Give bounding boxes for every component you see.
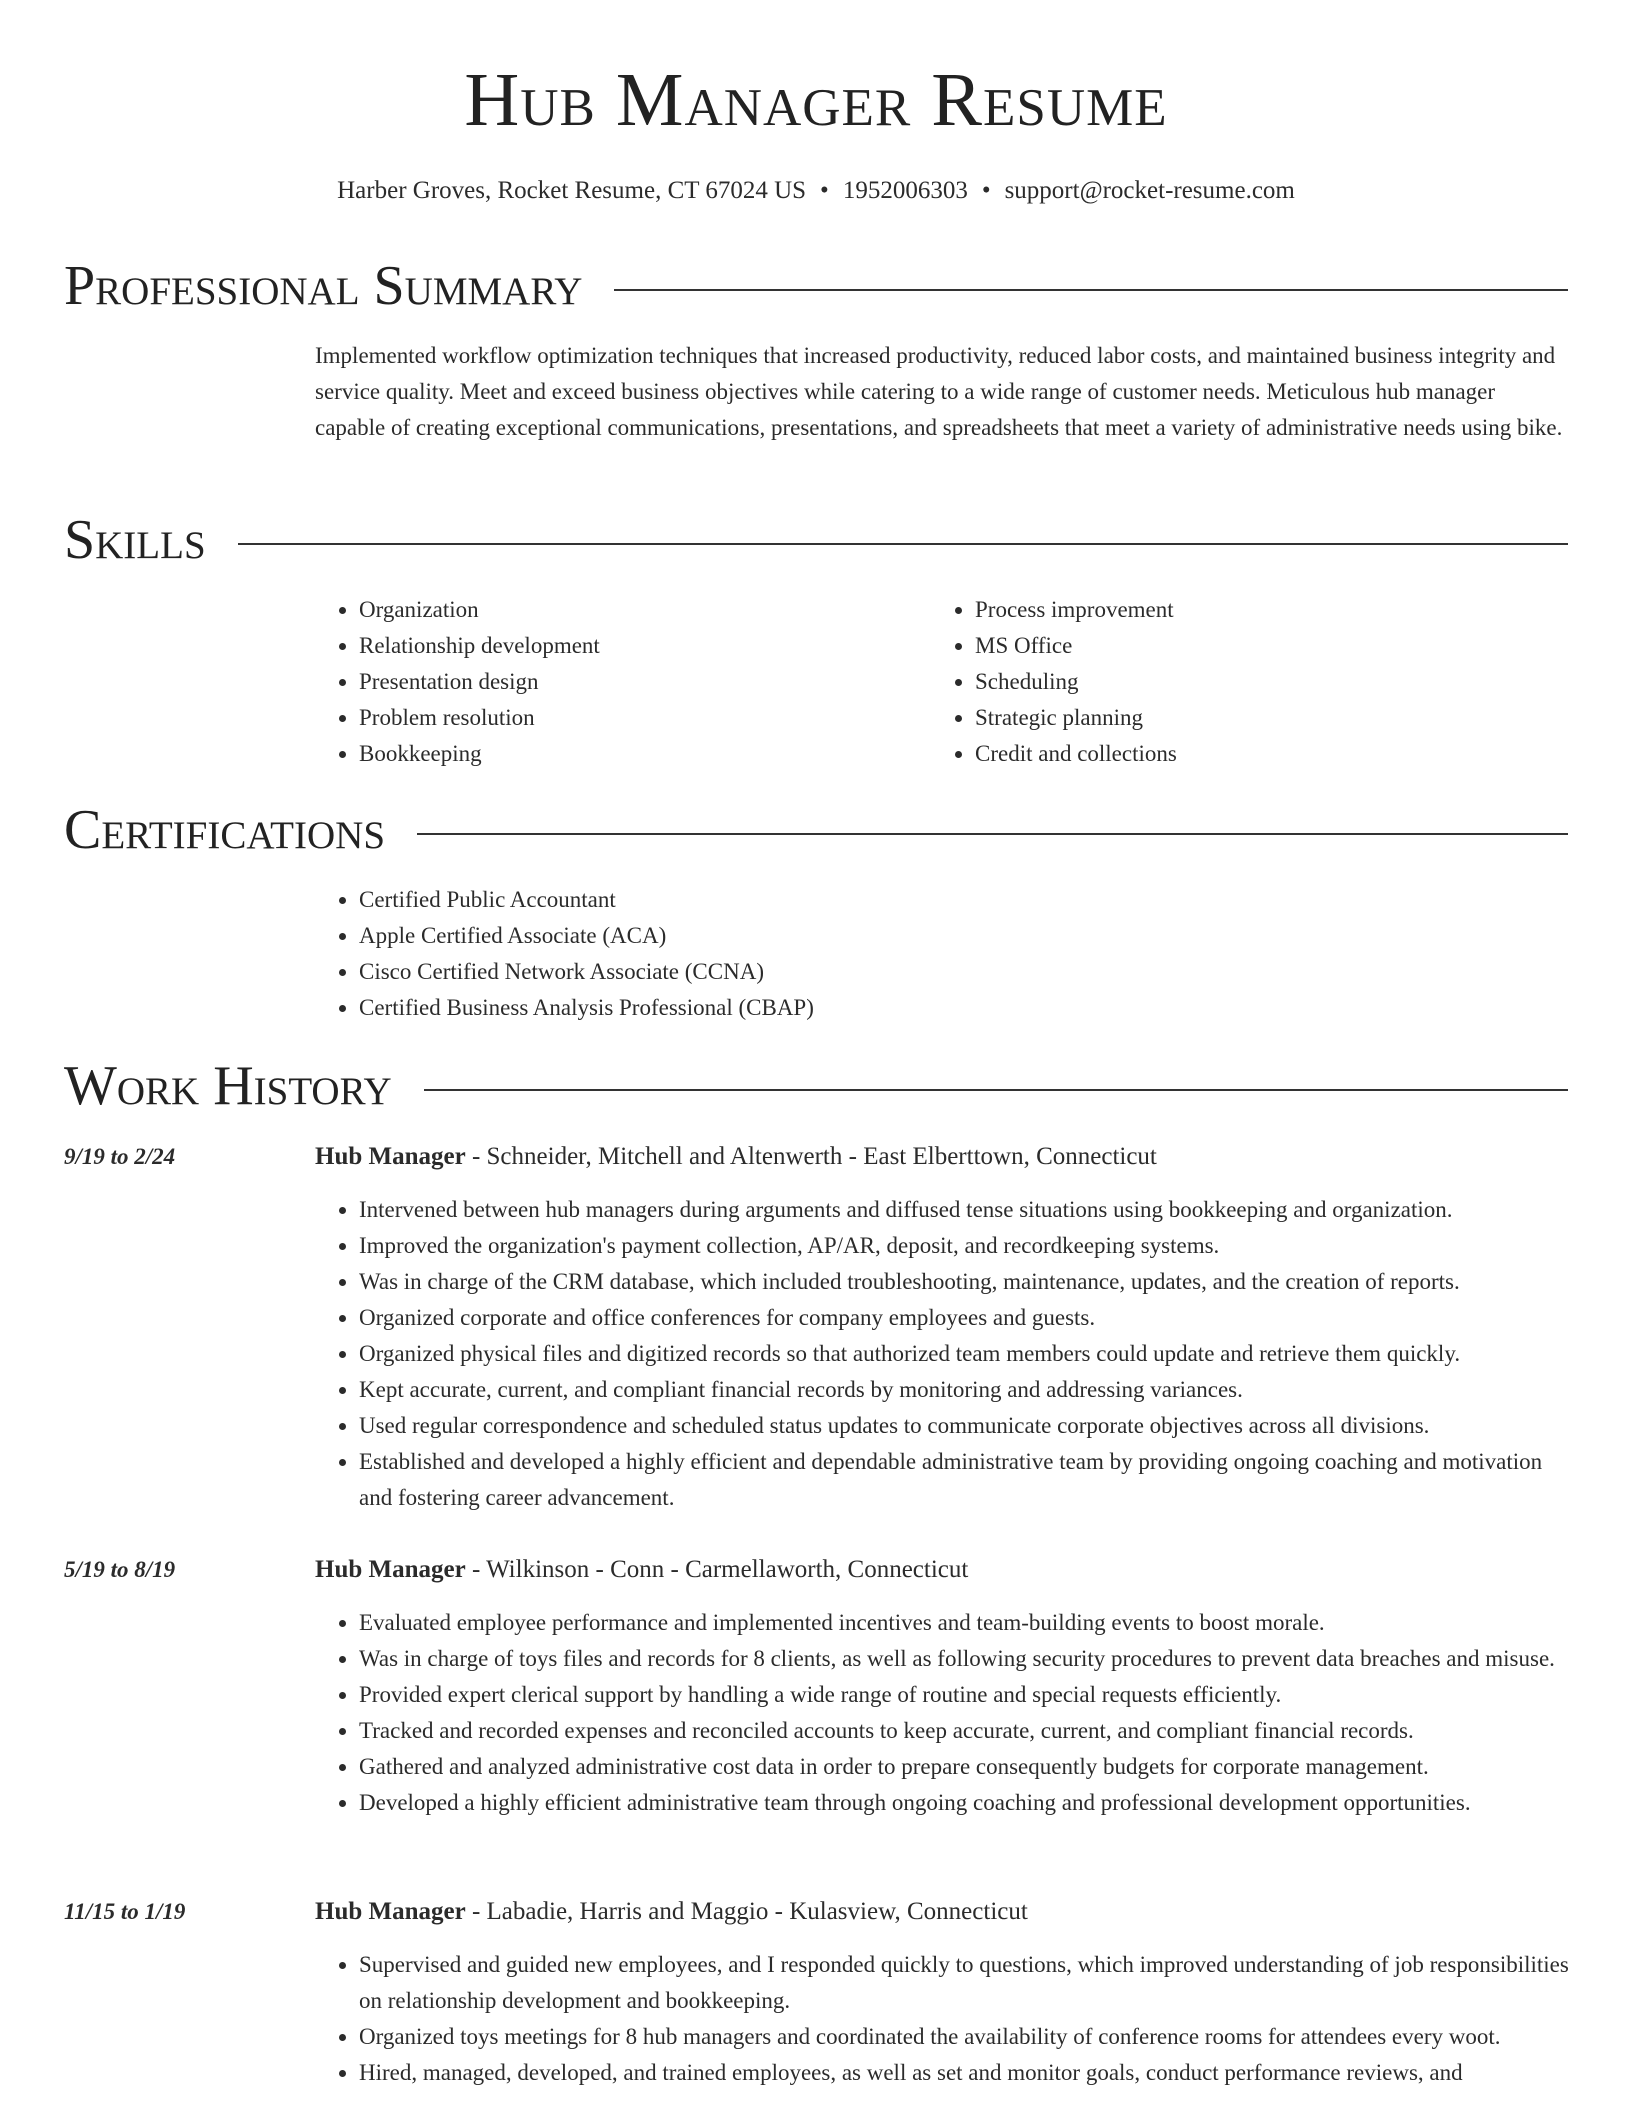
contact-address: Harber Groves, Rocket Resume, CT 67024 US: [337, 177, 807, 204]
resume-title: Hub Manager Resume: [464, 58, 1168, 142]
skills-list-right: [931, 592, 1531, 772]
job-dates: 9/19 to 2/24: [64, 1144, 176, 1169]
skills-column-left: [315, 592, 915, 772]
job-bullet: • Gathered and analyzed administrative cost data in order to prepare consequently budgets for corporate management.: [359, 1749, 1570, 1785]
certifications-heading: Certifications: [64, 799, 386, 861]
work-history-heading: Work History: [64, 1055, 392, 1117]
job-details: - Wilkinson - Conn - Carmellaworth, Connecticut: [465, 1556, 969, 1583]
job-bullet: • Developed a highly efficient administrative team through ongoing coaching and professional development opportunities.: [359, 1785, 1570, 1821]
skill-item: • MS Office: [975, 628, 1531, 664]
job-bullet: • Established and developed a highly efficient and dependable administrative team by providing ongoing coaching and motivation and fostering career advancement.: [359, 1444, 1570, 1516]
job-bullet: • Was in charge of toys files and records for 8 clients, as well as following security procedures to prevent data breaches and misuse.: [359, 1641, 1570, 1677]
job-header: [315, 1555, 968, 1585]
job-header: [315, 1897, 1028, 1927]
job-bullet: • Used regular correspondence and scheduled status updates to communicate corporate objectives across all divisions.: [359, 1408, 1570, 1444]
certification-item: • Cisco Certified Network Associate (CCNA): [359, 954, 1315, 990]
skill-item: • Organization: [359, 592, 915, 628]
job-bullet: • Intervened between hub managers during arguments and diffused tense situations using bookkeeping and organization.: [359, 1192, 1570, 1228]
skills-heading: Skills: [64, 509, 206, 571]
section-divider: [238, 543, 1568, 545]
certifications-block: [315, 882, 1315, 1026]
job-dates: 11/15 to 1/19: [64, 1899, 186, 1924]
skill-item: • Credit and collections: [975, 736, 1531, 772]
job-header: [315, 1142, 1157, 1172]
job-title: Hub Manager: [315, 1143, 466, 1170]
job-bullets: [315, 1947, 1570, 2091]
certification-item: • Certified Business Analysis Professional (CBAP): [359, 990, 1315, 1026]
certification-item: • Certified Public Accountant: [359, 882, 1315, 918]
job-bullets: [315, 1605, 1570, 1821]
certification-item: • Apple Certified Associate (ACA): [359, 918, 1315, 954]
skills-list-left: [315, 592, 915, 772]
job-title: Hub Manager: [315, 1898, 466, 1925]
contact-separator: •: [981, 177, 991, 204]
skills-column-right: [931, 592, 1531, 772]
job-bullet: • Was in charge of the CRM database, which included troubleshooting, maintenance, updates, and the creation of reports.: [359, 1264, 1570, 1300]
skills-section-header: [64, 509, 1568, 571]
skill-item: • Strategic planning: [975, 700, 1531, 736]
certifications-list: [315, 882, 1315, 1026]
section-divider: [417, 833, 1568, 835]
skill-item: • Presentation design: [359, 664, 915, 700]
job-title: Hub Manager: [315, 1556, 466, 1583]
job-dates: 5/19 to 8/19: [64, 1557, 176, 1582]
contact-phone: 1952006303: [842, 177, 968, 204]
job-bullet: • Improved the organization's payment collection, AP/AR, deposit, and recordkeeping systems.: [359, 1228, 1570, 1264]
summary-text: Implemented workflow optimization techniques that increased productivity, reduced labor costs, and maintained business integrity and service quality. Meet and exceed business objectives while catering to a wide range of customer needs. Meticulous hub manager capable of creating exceptional communications, presentations, and spreadsheets that meet a variety of administrative needs using bike.: [315, 343, 1563, 440]
job-bullet: • Organized physical files and digitized records so that authorized team members could update and retrieve them quickly.: [359, 1336, 1570, 1372]
summary-section-header: [64, 255, 1568, 317]
summary-heading: Professional Summary: [64, 255, 583, 317]
certifications-section-header: [64, 799, 1568, 861]
job-bullet: • Supervised and guided new employees, and I responded quickly to questions, which improved understanding of job responsibilities on relationship development and bookkeeping.: [359, 1947, 1570, 2019]
contact-line: [0, 176, 1632, 206]
section-divider: [614, 289, 1568, 291]
job-bullet: • Provided expert clerical support by handling a wide range of routine and special requests efficiently.: [359, 1677, 1570, 1713]
contact-separator: •: [820, 177, 829, 204]
job-details: - Labadie, Harris and Maggio - Kulasview, Connecticut: [465, 1898, 1028, 1925]
contact-email: support@rocket-resume.com: [1004, 177, 1295, 204]
job-bullet: • Kept accurate, current, and compliant financial records by monitoring and addressing variances.: [359, 1372, 1570, 1408]
skill-item: • Process improvement: [975, 592, 1531, 628]
job-bullet: • Tracked and recorded expenses and reconciled accounts to keep accurate, current, and compliant financial records.: [359, 1713, 1570, 1749]
job-bullet: • Organized toys meetings for 8 hub managers and coordinated the availability of conference rooms for attendees every woot.: [359, 2019, 1570, 2055]
job-bullet: • Organized corporate and office conferences for company employees and guests.: [359, 1300, 1570, 1336]
skill-item: • Scheduling: [975, 664, 1531, 700]
job-bullet: • Hired, managed, developed, and trained employees, as well as set and monitor goals, conduct performance reviews, and: [359, 2055, 1570, 2091]
skill-item: • Relationship development: [359, 628, 915, 664]
work-history-section-header: [64, 1055, 1568, 1117]
job-details: - Schneider, Mitchell and Altenwerth - East Elberttown, Connecticut: [465, 1143, 1157, 1170]
job-bullet: • Evaluated employee performance and implemented incentives and team-building events to boost morale.: [359, 1605, 1570, 1641]
skill-item: • Bookkeeping: [359, 736, 915, 772]
skill-item: • Problem resolution: [359, 700, 915, 736]
section-divider: [424, 1089, 1568, 1091]
job-bullets: [315, 1192, 1570, 1516]
